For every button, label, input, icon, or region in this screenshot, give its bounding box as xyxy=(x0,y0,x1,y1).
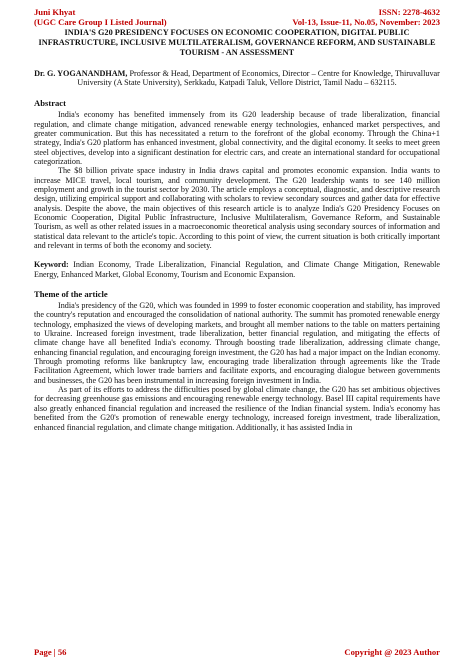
theme-paragraph-2: As part of its efforts to address the difficulties posed by global climate change, the G20 has set ambitious objectives for decreasing greenhouse gas emissions and encouraging renewable energy technology. Basel III capital requirements have also greatly enhanced financial regulation and increased the resilience of the Indian financial system. India's economy has benefited from the G20's promotion of renewable energy technology, increased foreign investment, trade liberalization, enhanced financial regulation, and climate change mitigation. Additionally, it has assisted India in xyxy=(34,385,440,432)
theme-heading: Theme of the article xyxy=(34,289,108,300)
journal-name: Juni Khyat xyxy=(34,7,76,17)
paper-page xyxy=(34,0,440,670)
keywords-text: Indian Economy, Trade Liberalization, Financial Regulation, and Climate Change Mitigation, Renewable Energy, Enhanced Market, Global Economy, Tourism and Economic Expansion. xyxy=(34,260,440,279)
volume-issue: Vol-13, Issue-11, No.05, November: 2023 xyxy=(292,17,440,27)
article-title: INDIA'S G20 PRESIDENCY FOCUSES ON ECONOMIC COOPERATION, DIGITAL PUBLIC INFRASTRUCTURE, INCLUSIVE MULTILATERALISM, GOVERNANCE REFORM, AND SUSTAINABLE TOURISM - AN ASSESSMENT xyxy=(38,28,436,58)
abstract-paragraph-1: India's economy has benefited immensely from its G20 leadership because of trade liberalization, financial regulation, and climate change mitigation, advanced renewable energy technologies, enhanced market perspectives, and greater communication. But this has necessitated a return to the forefront of the global economy. Through the China+1 strategy, India's G20 platform has enhanced investment, global connectivity, and the digital economy. It seeks to meet green steel objectives, develop into a significant destination for electric cars, and create an international standard for occupational categorization. xyxy=(34,110,440,166)
issn: ISSN: 2278-4632 xyxy=(378,7,440,17)
abstract-heading: Abstract xyxy=(34,98,66,109)
ugc-care-label: (UGC Care Group I Listed Journal) xyxy=(34,17,167,27)
theme-paragraph-1: India's presidency of the G20, which was founded in 1999 to foster economic cooperation and stability, has improved the country's reputation and encouraged the consolidation of national authority. The summit has promoted renewable energy technology, emphasized the views of developing markets, and brought all member nations to the table on matters pertaining to Ukraine. Increased foreign investment, trade liberalization, better financial regulation, and mitigating the effects of climate change have all benefited India's economy. Through boosting trade liberalization, addressing climate change, enhancing financial regulation, and encouraging foreign investment, the G20 has had a major impact on the Indian economy. Through promoting reforms like bankruptcy law, encouraging trade liberalization through agreements like the Trade Facilitation Agreement, which lower trade barriers and facilitate exports, and encouraging dialogue between governments and businesses, the G20 has been instrumental in increasing foreign investment in India. xyxy=(34,301,440,385)
author-affiliation: Professor & Head, Department of Economics, Director – Centre for Knowledge, Thiruvalluvar University (A State University), Serkkadu, Katpadi Taluk, Vellore District, Tamil Nadu – 632115. xyxy=(77,68,440,88)
author-block xyxy=(34,69,440,89)
keywords-label: Keyword: xyxy=(34,260,69,270)
author-name: Dr. G. YOGANANDHAM, xyxy=(34,68,128,78)
page-number: Page | 56 xyxy=(34,647,67,657)
copyright: Copyright @ 2023 Author xyxy=(344,647,440,657)
keywords-block xyxy=(34,260,440,279)
journal-header-row-1 xyxy=(34,7,440,17)
journal-header-row-2 xyxy=(34,17,440,27)
page-footer xyxy=(34,647,440,657)
abstract-paragraph-2: The $8 billion private space industry in India draws capital and promotes economic expansion. India wants to increase MICE travel, local tourism, and community development. The G20 leadership wants to see 140 million employment and growth in the tourist sector by 2030. The article employs a conceptual, diagnostic, and descriptive research design, utilizing empirical support and collaborating with scholars to review secondary sources and gather data for effective analysis. Despite the above, the main objectives of this research article is to analyze India's G20 Presidency Focuses on Economic Cooperation, Digital Public Infrastructure, Inclusive Multilateralism, Governance Reform, and Sustainable Tourism, as well as other related issues in a macroeconomic theoretical analysis using secondary sources of information and statistical data relevant to the article's topic. According to this point of view, the current situation is both critically important and relevant in terms of both the economy and society. xyxy=(34,166,440,251)
